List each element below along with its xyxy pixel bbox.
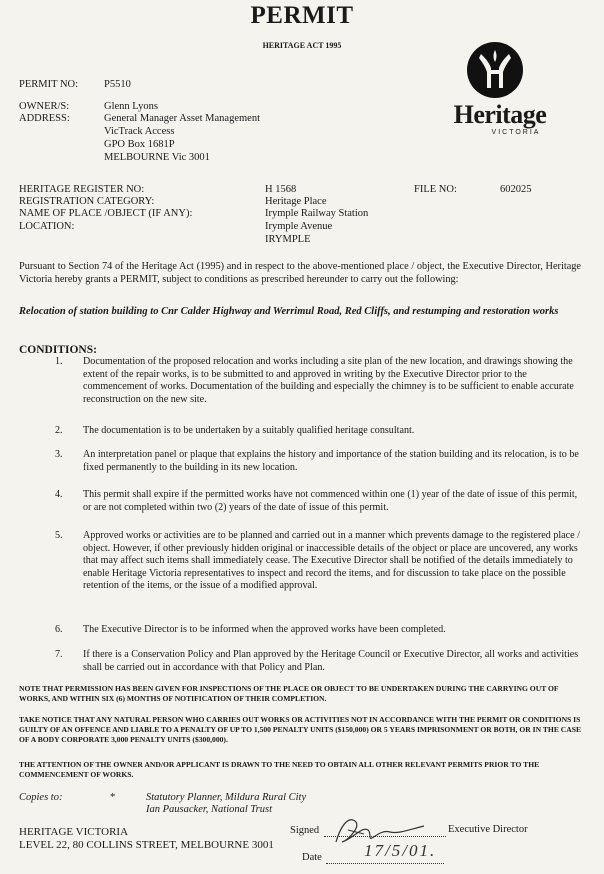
footer-org: HERITAGE VICTORIA bbox=[19, 826, 129, 838]
condition-text: Approved works or activities are to be planned and carried out in a manner which prevents damage to the registered place / object. However, if other previously hidden original or inaccessible details of the object or place are uncovered, any works that may affect such items shall immediately cease. The Executive Director shall be notified of the details immediately to enable Heritage Victoria representatives to inspect and record the items, and for discussion to take place on the possible retention of the items, or the issue of a modified approval. bbox=[83, 530, 580, 592]
condition-number: 1. bbox=[55, 356, 63, 367]
register-label: HERITAGE REGISTER NO: bbox=[19, 184, 145, 195]
register-label: REGISTRATION CATEGORY: bbox=[19, 196, 155, 207]
file-no-label: FILE NO: bbox=[414, 184, 457, 195]
register-value: H 1568 bbox=[265, 184, 297, 195]
copies-label: Copies to: bbox=[19, 792, 63, 803]
date-label: Date bbox=[302, 852, 322, 863]
condition-text: If there is a Conservation Policy and Plan approved by the Heritage Council or Executive Director, all works and activities shall be carried out in accordance with that Policy and Plan. bbox=[83, 649, 579, 673]
owner-line: GPO Box 1681P bbox=[104, 139, 175, 150]
owner-line: VicTrack Access bbox=[104, 126, 175, 137]
permits-notice: THE ATTENTION OF THE OWNER AND/OR APPLICANT IS DRAWN TO THE NEED TO OBTAIN ALL OTHER RELEVANT PERMITS PRIOR TO THE COMMENCEMENT OF WORKS. bbox=[19, 760, 540, 779]
condition-text: This permit shall expire if the permitted works have not commenced within one (1) year of the date of issue of this permit, or are not completed within two (2) years of the date of issue of this permit. bbox=[83, 489, 578, 513]
register-label: NAME OF PLACE /OBJECT (IF ANY): bbox=[19, 208, 193, 219]
condition-text: The documentation is to be undertaken by a suitably qualified heritage consultant. bbox=[83, 425, 415, 436]
condition-number: 6. bbox=[55, 624, 63, 635]
penalty-notice: TAKE NOTICE THAT ANY NATURAL PERSON WHO CARRIES OUT WORKS OR ACTIVITIES NOT IN ACCORDANCE WITH THE PERMIT OR CONDITIONS IS GUILTY OF AN OFFENCE AND LIABLE TO A PENALTY OF UP TO 1,500 PENALTY UNITS ($150,000) OR 5 YEARS IMPRISONMENT OR BOTH, OR IN THE CASE OF A BODY CORPORATE 3,000 PENALTY UNITS ($300,000). bbox=[19, 715, 582, 744]
permitted-works: Relocation of station building to Cnr Calder Highway and Werrimul Road, Red Cliffs, and restumping and restoration works bbox=[19, 306, 559, 317]
permit-no-value: P5510 bbox=[104, 79, 131, 90]
condition-text: The Executive Director is to be informed when the approved works have been completed. bbox=[83, 624, 446, 635]
signed-label: Signed bbox=[290, 825, 320, 836]
permit-no-label: PERMIT NO: bbox=[19, 79, 79, 90]
intro-paragraph: Pursuant to Section 74 of the Heritage Act (1995) and in respect to the above-mentioned place / object, the Executive Director, Heritage Victoria hereby grants a PERMIT, subject to conditions as prescribed hereunder to carry out the following: bbox=[19, 261, 581, 285]
logo-subtext: VICTORIA bbox=[491, 129, 541, 136]
condition-text: An interpretation panel or plaque that explains the history and importance of the station building and its relocation, is to be fixed permanently to the building in its new location. bbox=[83, 449, 579, 473]
copies-bullet: * bbox=[110, 792, 116, 803]
logo-emblem-icon bbox=[467, 42, 523, 98]
register-value: Irymple Avenue bbox=[265, 221, 333, 232]
signatory-role: Executive Director bbox=[448, 824, 528, 835]
copy-recipient: Statutory Planner, Mildura Rural City bbox=[146, 792, 307, 803]
owner-line: MELBOURNE Vic 3001 bbox=[104, 152, 210, 163]
condition-number: 5. bbox=[55, 530, 63, 541]
condition-text: Documentation of the proposed relocation and works including a site plan of the new location, and drawings showing the extent of the repair works, is to be submitted to and approved in writing by the Executive Director prior to the commencement of works. Documentation of the building and especially the chimney is to be sufficient to enable accurate reconstruction on the new site. bbox=[83, 356, 574, 405]
register-value: IRYMPLE bbox=[265, 234, 311, 245]
date-line bbox=[326, 863, 444, 864]
heritage-victoria-logo bbox=[440, 42, 560, 142]
address-label: ADDRESS: bbox=[19, 113, 70, 124]
file-no-value: 602025 bbox=[500, 184, 532, 195]
owner-label: OWNER/S: bbox=[19, 101, 70, 112]
document-title: PERMIT bbox=[250, 2, 354, 29]
act-reference: HERITAGE ACT 1995 bbox=[262, 41, 342, 50]
logo-wordmark: Heritage bbox=[453, 100, 547, 129]
conditions-heading: CONDITIONS: bbox=[19, 344, 97, 356]
footer-address: LEVEL 22, 80 COLLINS STREET, MELBOURNE 3001 bbox=[19, 839, 274, 851]
register-label: LOCATION: bbox=[19, 221, 75, 232]
condition-number: 7. bbox=[55, 649, 63, 660]
condition-number: 3. bbox=[55, 449, 63, 460]
condition-number: 2. bbox=[55, 425, 63, 436]
handwritten-date: 17/5/01. bbox=[364, 841, 437, 860]
owner-line: Glenn Lyons bbox=[104, 101, 158, 112]
owner-line: General Manager Asset Management bbox=[104, 113, 260, 124]
copy-recipient: Ian Pausacker, National Trust bbox=[146, 804, 273, 815]
register-value: Irymple Railway Station bbox=[265, 208, 369, 219]
inspection-notice: NOTE THAT PERMISSION HAS BEEN GIVEN FOR INSPECTIONS OF THE PLACE OR OBJECT TO BE UNDERTAKEN DURING THE CARRYING OUT OF WORKS, AND WITHIN SIX (6) MONTHS OF NOTIFICATION OF THEIR COMPLETION. bbox=[19, 684, 559, 703]
register-value: Heritage Place bbox=[265, 196, 327, 207]
condition-number: 4. bbox=[55, 489, 63, 500]
